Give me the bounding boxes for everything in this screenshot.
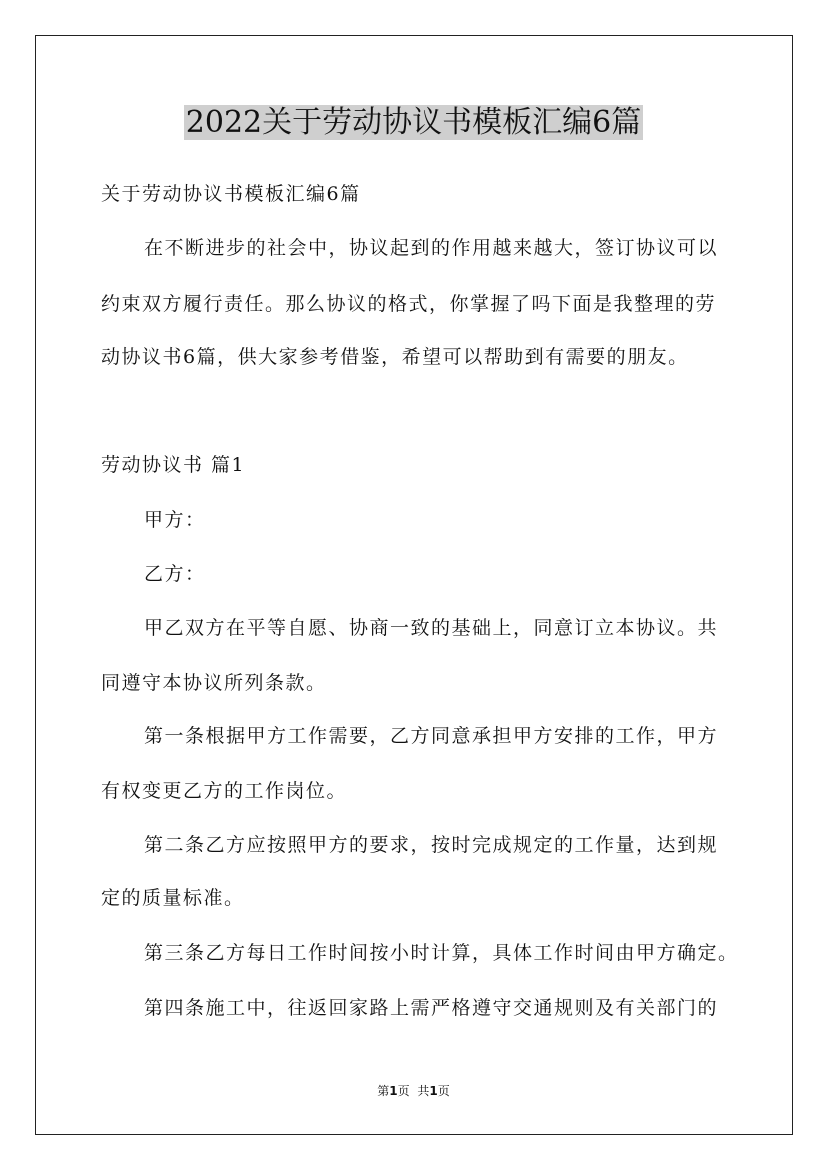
intro-line-1: 在不断进步的社会中，协议起到的作用越来越大，签订协议可以 <box>144 237 719 259</box>
body-line-1: 甲乙双方在平等自愿、协商一致的基础上，同意订立本协议。共 <box>144 617 719 639</box>
body-line-7: 第三条乙方每日工作时间按小时计算，具体工作时间由甲方确定。 <box>144 942 739 964</box>
footer-total-suffix: 页 <box>437 1084 450 1098</box>
footer-total-prefix: 共 <box>417 1084 430 1098</box>
footer-page-prefix: 第 <box>377 1084 390 1098</box>
document-title-text: 2022关于劳动协议书模板汇编6篇 <box>185 105 642 140</box>
party-a-label: 甲方： <box>144 509 206 531</box>
body-line-8: 第四条施工中，往返回家路上需严格遵守交通规则及有关部门的 <box>144 997 719 1019</box>
body-line-2: 同遵守本协议所列条款。 <box>101 672 327 694</box>
footer-page-number: 1 <box>389 1084 398 1098</box>
document-title <box>0 102 827 144</box>
body-line-4: 有权变更乙方的工作岗位。 <box>101 780 348 802</box>
body-line-6: 定的质量标准。 <box>101 887 245 909</box>
page-footer <box>0 1082 827 1099</box>
intro-line-2: 约束双方履行责任。那么协议的格式，你掌握了吗下面是我整理的劳 <box>101 293 717 315</box>
footer-page-suffix: 页 <box>397 1084 410 1098</box>
body-line-3: 第一条根据甲方工作需要，乙方同意承担甲方安排的工作，甲方 <box>144 725 719 747</box>
document-subtitle: 关于劳动协议书模板汇编6篇 <box>101 183 361 205</box>
party-b-label: 乙方： <box>144 563 206 585</box>
footer-total-pages: 1 <box>429 1084 438 1098</box>
section-heading: 劳动协议书 篇1 <box>101 454 246 476</box>
body-line-5: 第二条乙方应按照甲方的要求，按时完成规定的工作量，达到规 <box>144 834 719 856</box>
intro-line-3: 动协议书6篇，供大家参考借鉴，希望可以帮助到有需要的朋友。 <box>101 346 689 368</box>
